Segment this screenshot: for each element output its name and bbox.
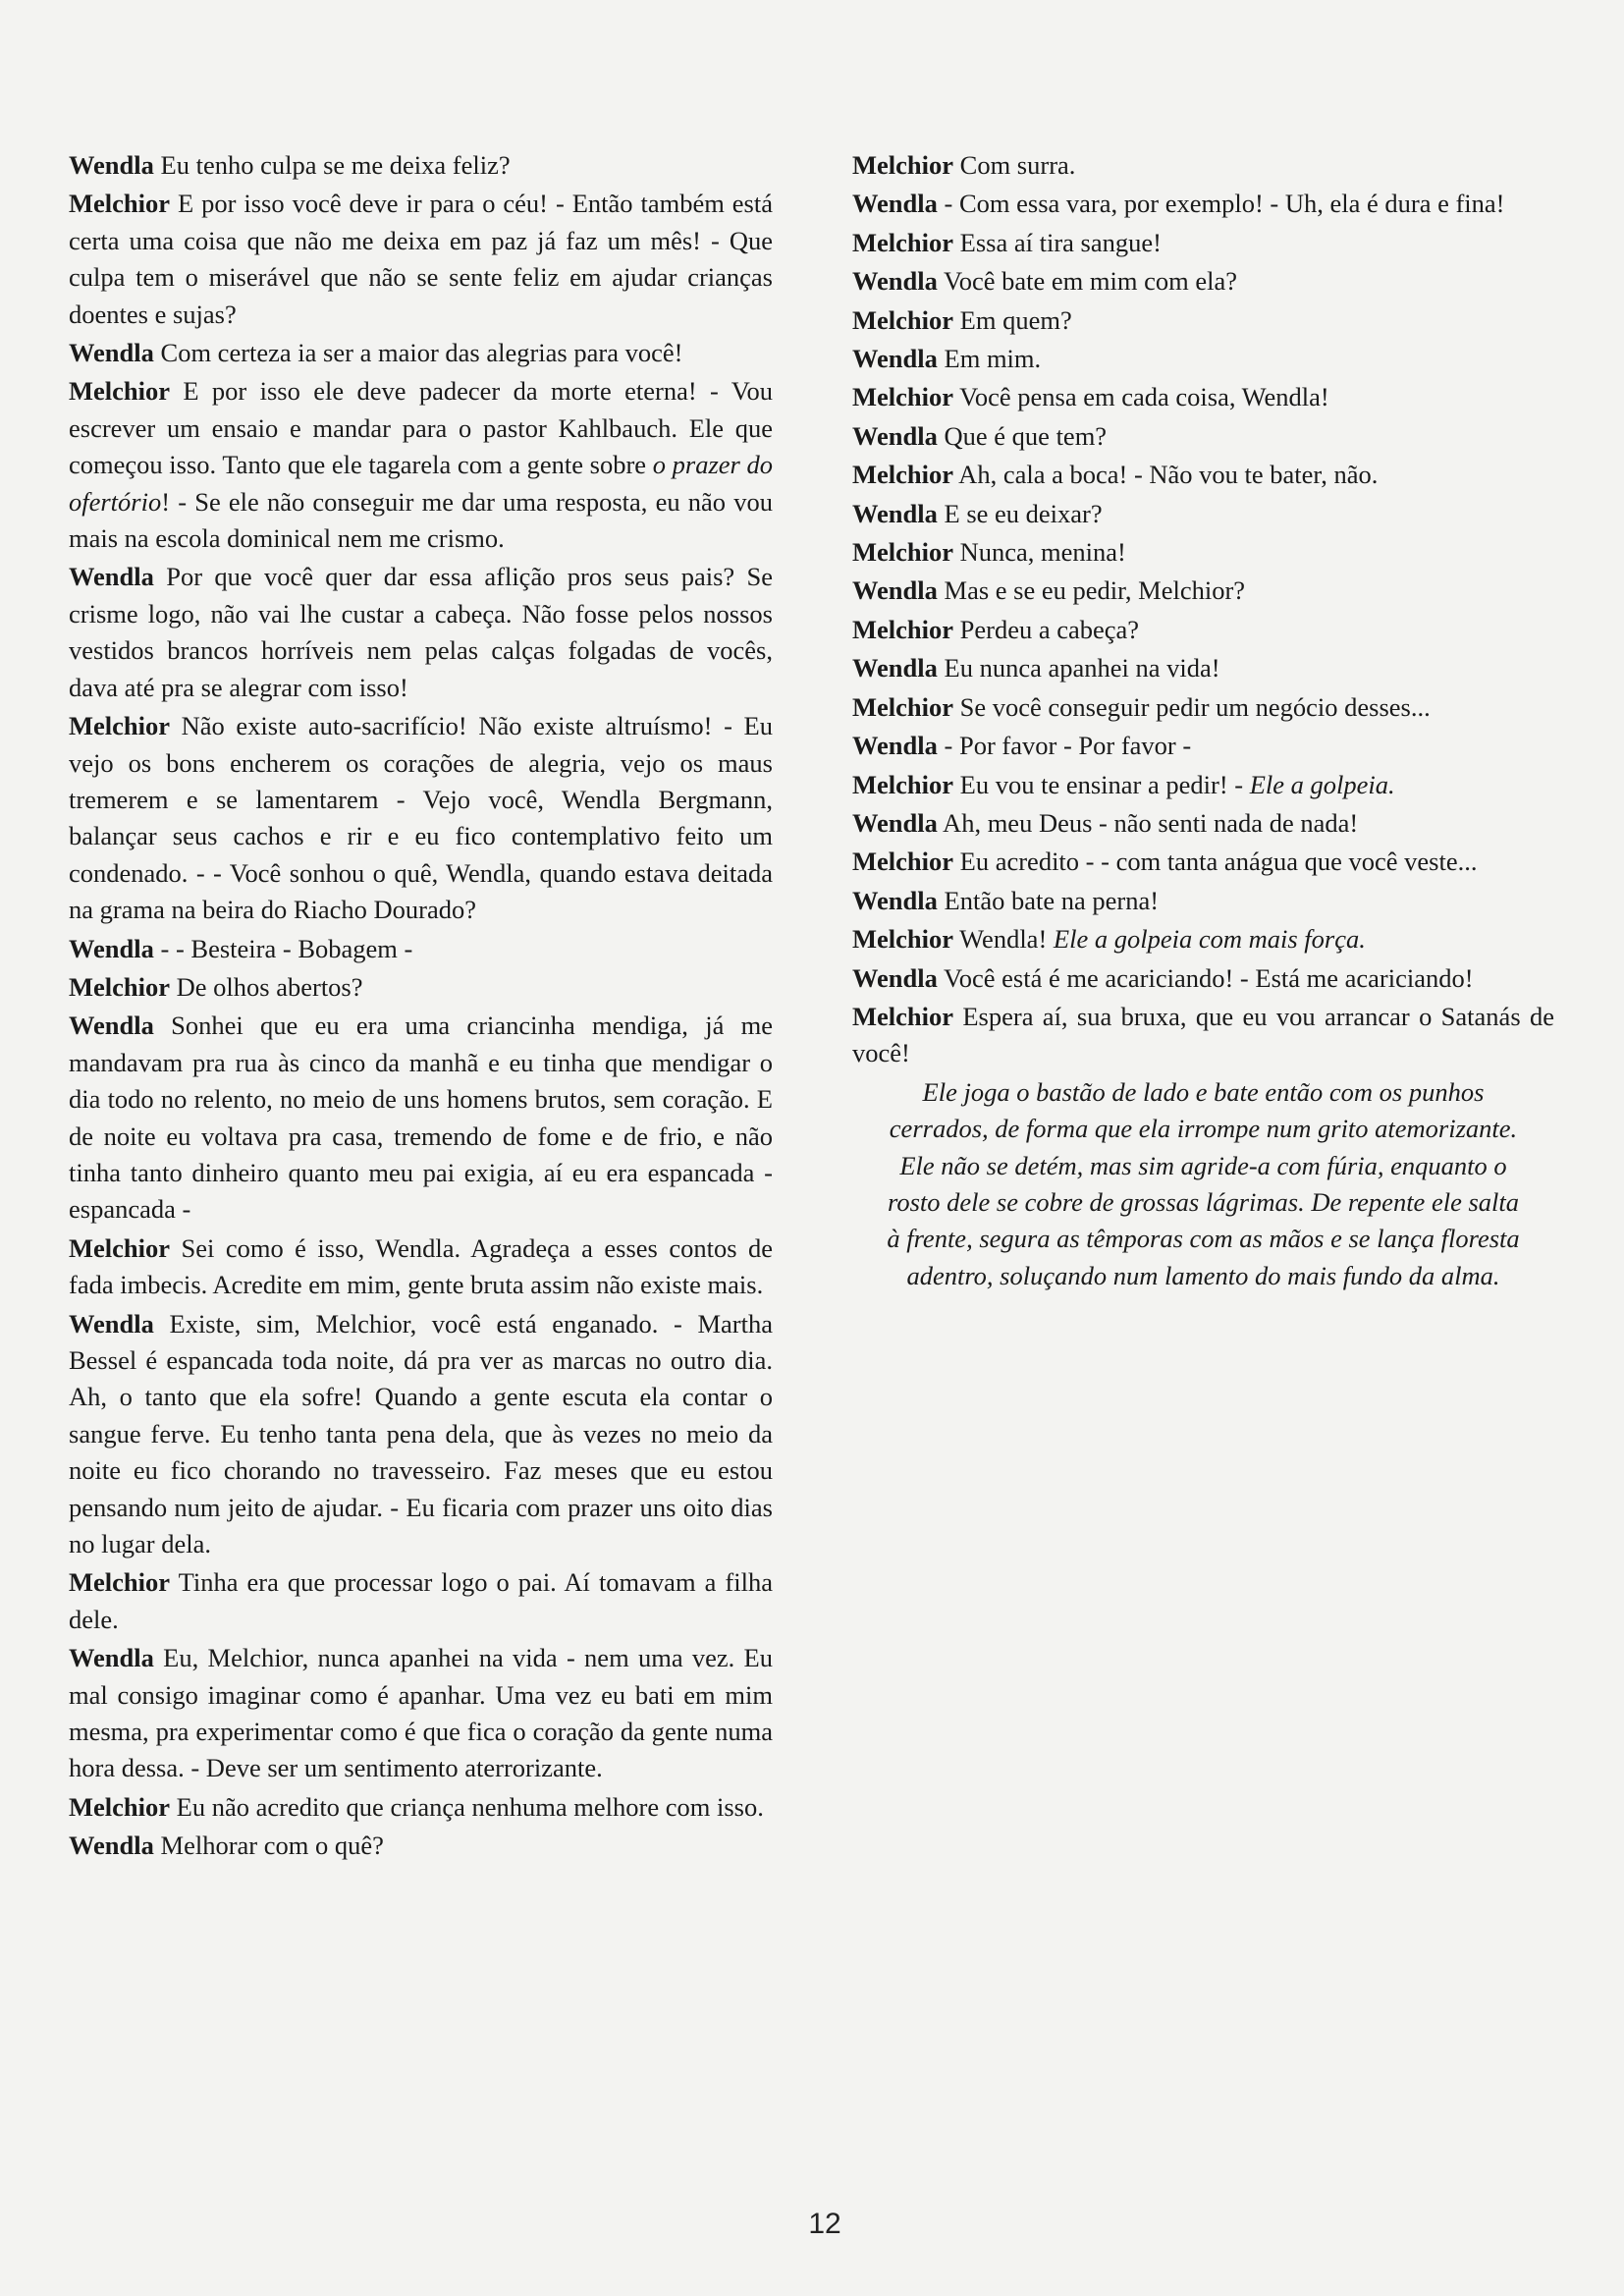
speaker-name: Melchior	[852, 537, 954, 568]
speaker-name: Wendla	[852, 653, 938, 683]
right-column	[852, 147, 1554, 1294]
dialogue-text: E por isso ele deve padecer da morte eterna! - Vou escrever um ensaio e mandar para o pastor Kahlbauch. Ele que começou isso. Tanto que ele tagarela com a gente sobre	[69, 376, 773, 480]
dialogue-line	[69, 1828, 773, 1864]
dialogue-line	[852, 805, 1554, 842]
dialogue-line	[852, 650, 1554, 686]
dialogue-line	[69, 708, 773, 928]
dialogue-text: Melhorar com o quê?	[153, 1831, 384, 1861]
speaker-name: Melchior	[69, 189, 171, 219]
speaker-name: Melchior	[852, 691, 954, 722]
dialogue-line	[852, 341, 1554, 377]
speaker-name: Wendla	[852, 885, 938, 915]
speaker-name: Wendla	[852, 344, 938, 374]
dialogue-text: Ah, cala a boca! - Não vou te bater, não.	[953, 460, 1379, 490]
speaker-name: Melchior	[852, 382, 954, 412]
dialogue-text: Wendla!	[953, 924, 1054, 955]
speaker-name: Wendla	[852, 575, 938, 606]
dialogue-line	[852, 767, 1554, 803]
speaker-name: Melchior	[69, 1232, 171, 1263]
dialogue-text: Mas e se eu pedir, Melchior?	[937, 575, 1246, 606]
speaker-name: Wendla	[852, 807, 938, 838]
dialogue-line	[69, 335, 773, 371]
speaker-name: Wendla	[852, 498, 938, 528]
dialogue-text: Tinha era que processar logo o pai. Aí tomavam a filha dele.	[69, 1567, 773, 1634]
dialogue-text: Que é que tem?	[937, 420, 1108, 451]
dialogue-line	[852, 728, 1554, 764]
speaker-name: Wendla	[69, 1011, 154, 1041]
dialogue-line	[852, 302, 1554, 339]
dialogue-text: Eu, Melchior, nunca apanhei na vida - nem uma vez. Eu mal consigo imaginar como é apanhar. Uma vez eu bati em mim mesma, pra experimentar como é que fica o coração da gente numa hora dessa. - Deve ser um sentimento aterrorizante.	[69, 1643, 773, 1783]
stage-direction: Ele joga o bastão de lado e bate então com os punhos cerrados, de forma que ela irrompe num grito atemorizante. Ele não se detém, mas sim agride-a com fúria, enquanto o rosto dele se cobre de grossas lágrimas. De repente ele salta à frente, segura as têmporas com as mãos e se lança floresta adentro, soluçando num lamento do mais fundo da alma.	[887, 1076, 1520, 1290]
dialogue-text: Então bate na perna!	[937, 885, 1160, 915]
dialogue-text: Eu acredito - - com tanta anágua que você veste...	[953, 847, 1478, 877]
dialogue-text: Por que você quer dar essa aflição pros seus pais? Se crisme logo, não vai lhe custar a cabeça. Não fosse pelos nossos vestidos brancos horríveis nem pelas calças folgadas de vocês, dava até pra se alegrar com isso!	[69, 562, 773, 702]
dialogue-line	[69, 1789, 773, 1826]
dialogue-line	[852, 418, 1554, 455]
dialogue-line	[852, 534, 1554, 571]
speaker-name: Melchior	[852, 304, 954, 335]
dialogue-line	[852, 457, 1554, 493]
dialogue-text: E por isso você deve ir para o céu! - Então também está certa uma coisa que não me deixa em paz já faz um mês! - Que culpa tem o miserável que não se sente feliz em ajudar crianças doentes e sujas?	[69, 189, 773, 329]
dialogue-line	[69, 969, 773, 1006]
speaker-name: Melchior	[852, 227, 954, 257]
speaker-name: Melchior	[852, 769, 954, 799]
speaker-name: Wendla	[69, 1643, 154, 1673]
dialogue-text: Com certeza ia ser a maior das alegrias para você!	[153, 338, 683, 368]
dialogue-text: Eu nunca apanhei na vida!	[937, 653, 1220, 683]
italic-direction: o prazer do ofertório	[69, 450, 773, 517]
dialogue-line	[69, 373, 773, 557]
speaker-name: Wendla	[852, 266, 938, 297]
speaker-name: Melchior	[852, 847, 954, 877]
speaker-name: Melchior	[852, 150, 954, 180]
dialogue-line	[852, 263, 1554, 300]
dialogue-line	[852, 379, 1554, 415]
dialogue-text: Sei como é isso, Wendla. Agradeça a esses contos de fada imbecis. Acredite em mim, gente bruta assim não existe mais.	[69, 1232, 773, 1300]
dialogue-line	[852, 612, 1554, 648]
dialogue-text: E se eu deixar?	[937, 498, 1103, 528]
dialogue-text: Espera aí, sua bruxa, que eu vou arrancar o Satanás de você!	[852, 1001, 1554, 1068]
dialogue-line	[852, 844, 1554, 880]
dialogue-text: Ah, meu Deus - não senti nada de nada!	[937, 807, 1359, 838]
dialogue-line	[69, 1564, 773, 1638]
dialogue-line	[852, 496, 1554, 532]
speaker-name: Wendla	[69, 562, 154, 592]
dialogue-text: Perdeu a cabeça?	[953, 614, 1140, 644]
dialogue-line	[852, 689, 1554, 726]
dialogue-text: Nunca, menina!	[953, 537, 1126, 568]
dialogue-text: Eu vou te ensinar a pedir! -	[953, 769, 1250, 799]
speaker-name: Melchior	[69, 1791, 171, 1822]
speaker-name: Wendla	[852, 189, 938, 219]
speaker-name: Melchior	[852, 924, 954, 955]
speaker-name: Wendla	[69, 1308, 154, 1339]
dialogue-line	[69, 1640, 773, 1787]
speaker-name: Wendla	[69, 150, 154, 180]
dialogue-text: Essa aí tira sangue!	[953, 227, 1162, 257]
dialogue-text: Com surra.	[953, 150, 1076, 180]
dialogue-text: Não existe auto-sacrifício! Não existe altruísmo! - Eu vejo os bons encherem os corações de alegria, vejo os maus tremerem e se lamentarem - Vejo você, Wendla Bergmann, balançar seus cachos e rir e eu fico contemplativo feito um condenado. - - Você sonhou o quê, Wendla, quando estava deitada na grama na beira do Riacho Dourado?	[69, 711, 773, 925]
dialogue-text: Eu tenho culpa se me deixa feliz?	[153, 150, 511, 180]
speaker-name: Melchior	[69, 1567, 171, 1598]
dialogue-text: Você pensa em cada coisa, Wendla!	[953, 382, 1329, 412]
dialogue-line	[69, 147, 773, 184]
dialogue-text: Eu não acredito que criança nenhuma melhore com isso.	[170, 1791, 764, 1822]
speaker-name: Wendla	[852, 731, 938, 761]
dialogue-line	[69, 186, 773, 333]
dialogue-line	[69, 559, 773, 706]
left-column	[69, 147, 773, 1867]
dialogue-text-continued: ! - Se ele não conseguir me dar uma resposta, eu não vou mais na escola dominical nem me crismo.	[69, 486, 773, 554]
speaker-name: Melchior	[852, 460, 954, 490]
speaker-name: Melchior	[69, 711, 171, 741]
dialogue-line	[69, 931, 773, 967]
speaker-name: Wendla	[69, 1831, 154, 1861]
dialogue-line	[69, 1008, 773, 1228]
speaker-name: Wendla	[69, 338, 154, 368]
dialogue-text: - - Besteira - Bobagem -	[153, 933, 413, 963]
dialogue-text: Você bate em mim com ela?	[937, 266, 1238, 297]
dialogue-text: Em mim.	[937, 344, 1042, 374]
dialogue-text: Sonhei que eu era uma criancinha mendiga, já me mandavam pra rua às cinco da manhã e eu tinha que mendigar o dia todo no relento, no meio de uns homens brutos, sem coração. E de noite eu voltava pra casa, tremendo de fome e de frio, e não tinha tanto dinheiro quanto meu pai exigia, aí eu era espancada - espancada -	[69, 1011, 773, 1225]
dialogue-text: Você está é me acariciando! - Está me acariciando!	[937, 962, 1474, 993]
italic-direction: Ele a golpeia.	[1249, 769, 1395, 799]
italic-direction: Ele a golpeia com mais força.	[1053, 924, 1366, 955]
dialogue-text: De olhos abertos?	[170, 971, 363, 1002]
dialogue-line	[69, 1230, 773, 1304]
dialogue-text: Existe, sim, Melchior, você está enganado. - Martha Bessel é espancada toda noite, dá pra ver as marcas no outro dia. Ah, o tanto que ela sofre! Quando a gente escuta ela contar o sangue ferve. Eu tenho tanta pena dela, que às vezes no meio da noite eu fico chorando no travesseiro. Faz meses que eu estou pensando num jeito de ajudar. - Eu ficaria com prazer uns oito dias no lugar dela.	[69, 1308, 773, 1559]
dialogue-text: - Por favor - Por favor -	[937, 731, 1192, 761]
dialogue-line	[852, 921, 1554, 957]
dialogue-line	[852, 999, 1554, 1072]
page-number: 12	[808, 2208, 841, 2240]
speaker-name: Melchior	[69, 971, 171, 1002]
dialogue-line	[852, 960, 1554, 997]
dialogue-line	[852, 573, 1554, 609]
speaker-name: Wendla	[69, 933, 154, 963]
speaker-name: Melchior	[852, 1001, 954, 1031]
dialogue-line	[852, 147, 1554, 184]
speaker-name: Melchior	[852, 614, 954, 644]
speaker-name: Wendla	[852, 420, 938, 451]
speaker-name: Wendla	[852, 962, 938, 993]
dialogue-line	[852, 186, 1554, 222]
dialogue-text: Em quem?	[953, 304, 1072, 335]
speaker-name: Melchior	[69, 376, 171, 407]
dialogue-line	[852, 883, 1554, 919]
dialogue-line	[852, 225, 1554, 261]
dialogue-text: Se você conseguir pedir um negócio desses...	[953, 691, 1431, 722]
dialogue-text: - Com essa vara, por exemplo! - Uh, ela é dura e fina!	[937, 189, 1505, 219]
dialogue-line	[69, 1306, 773, 1563]
